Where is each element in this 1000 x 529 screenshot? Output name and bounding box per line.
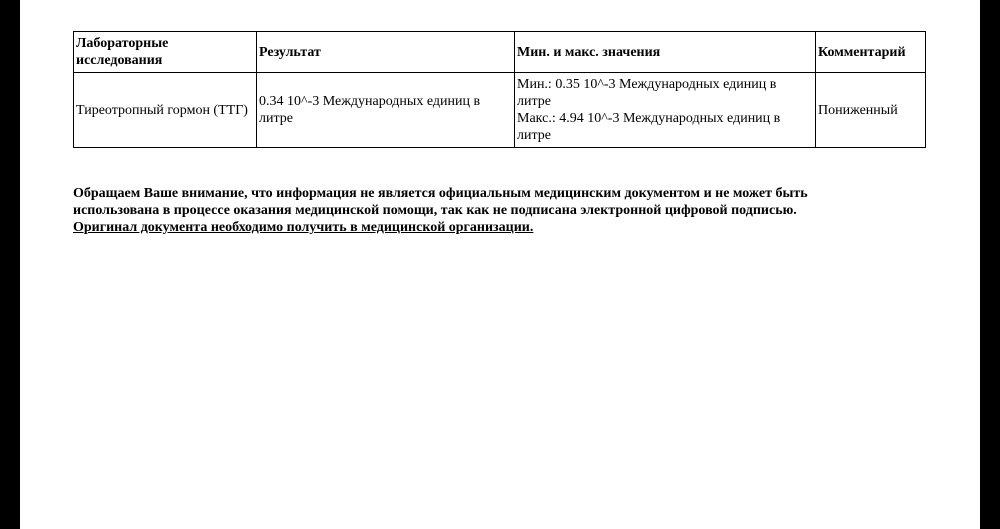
- cell-reference-range: [515, 73, 816, 148]
- lab-results-table: [73, 31, 926, 148]
- notice-line-3: Оригинал документа необходимо получить в медицинской организации.: [73, 220, 534, 235]
- cell-result: 0.34 10^-3 Международных единиц в литре: [257, 73, 515, 148]
- header-result: Результат: [257, 32, 515, 73]
- cell-test-name: Тиреотропный гормон (ТТГ): [74, 73, 257, 148]
- document-page: [20, 0, 980, 529]
- disclaimer-notice: [73, 185, 933, 236]
- range-max: Макс.: 4.94 10^-3 Международных единиц в литре: [517, 111, 781, 143]
- notice-line-2: использована в процессе оказания медицинской помощи, так как не подписана электронной цифровой подписью.: [73, 203, 797, 218]
- header-comment: Комментарий: [816, 32, 926, 73]
- table-header-row: [74, 32, 926, 73]
- range-min: Мин.: 0.35 10^-3 Международных единиц в литре: [517, 77, 777, 109]
- notice-line-1: Обращаем Ваше внимание, что информация не является официальным медицинским документом и не может быть: [73, 186, 808, 201]
- cell-comment: Пониженный: [816, 73, 926, 148]
- header-lab-tests: Лабораторные исследования: [74, 32, 257, 73]
- table-row: [74, 73, 926, 148]
- header-min-max: Мин. и макс. значения: [515, 32, 816, 73]
